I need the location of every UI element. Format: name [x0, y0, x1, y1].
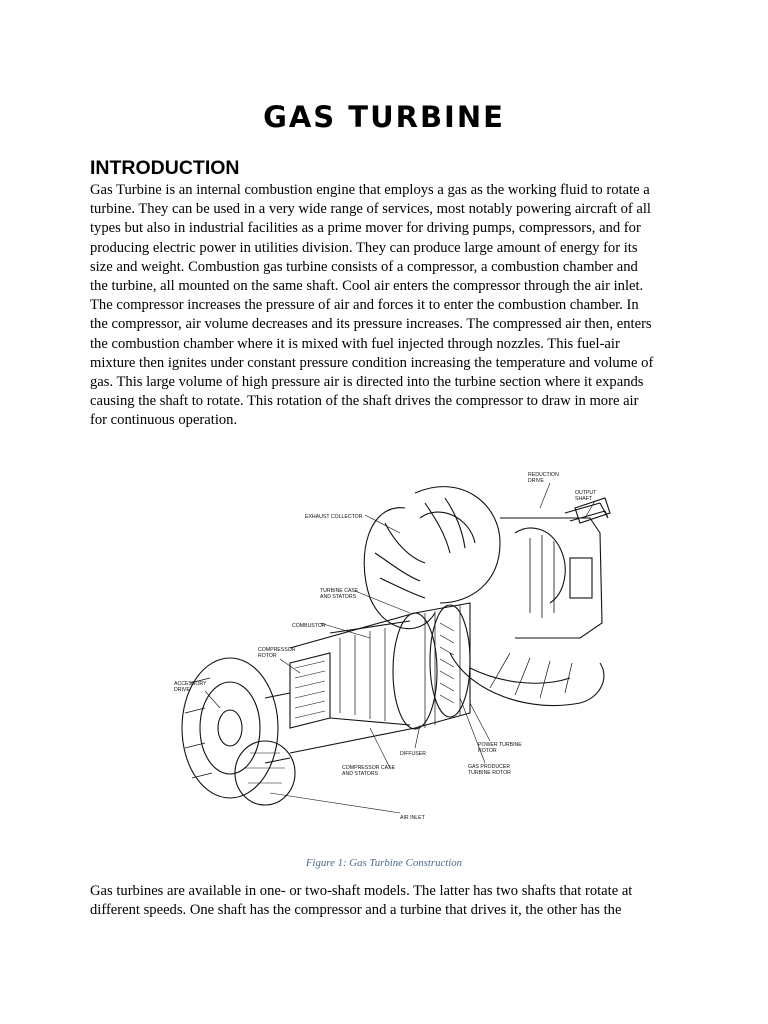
label-compressor-case: AND STATORS	[342, 771, 379, 777]
gas-turbine-illustration	[170, 463, 620, 843]
second-paragraph	[90, 882, 680, 920]
label-output-shaft: SHAFT	[575, 496, 593, 502]
label-combustor: COMBUSTOR	[292, 623, 326, 629]
label-gas-producer-turbine-rotor: TURBINE ROTOR	[468, 770, 511, 776]
label-compressor-rotor: ROTOR	[258, 653, 277, 659]
label-turbine-case: AND STATORS	[320, 594, 357, 600]
label-reduction-drive: REDUCTION	[528, 472, 559, 478]
gas-turbine-figure	[170, 463, 620, 843]
label-diffuser: DIFFUSER	[400, 751, 426, 757]
paragraph-line: the turbine, all mounted on the same shaft. Cool air enters the compressor through the air inlet.	[90, 278, 644, 295]
paragraph-line: causing the shaft to rotate. This rotation of the shaft drives the compressor to draw in more air	[90, 393, 639, 410]
turbine-drawing	[182, 487, 610, 805]
label-output-shaft: OUTPUT	[575, 490, 597, 496]
paragraph-line: producing electric power in utilities division. They can produce large amount of energy for its	[90, 239, 638, 256]
intro-paragraph	[90, 181, 680, 431]
label-accessory-drive: DRIVE	[174, 687, 190, 693]
paragraph-line: size and weight. Combustion gas turbine consists of a compressor, a combustion chamber and	[90, 258, 638, 275]
label-power-turbine-rotor: ROTOR	[478, 748, 497, 754]
paragraph-line: Gas turbines are available in one- or two-shaft models. The latter has two shafts that rotate at	[90, 883, 633, 899]
paragraph-line: the combustion chamber where it is mixed with fuel injected through nozzles. This fuel-air	[90, 335, 620, 352]
paragraph-line: mixture then ignites under constant pressure condition increasing the temperature and volume of	[90, 354, 654, 371]
paragraph-line: gas. This large volume of high pressure air is directed into the turbine section where it expands	[90, 374, 644, 391]
label-compressor-case: COMPRESSOR CASE	[342, 765, 396, 771]
paragraph-line: Gas Turbine is an internal combustion engine that employs a gas as the working fluid to rotate a	[90, 182, 650, 198]
paragraph-line: The compressor increases the pressure of air and forces it to enter the combustion chamber. In	[90, 297, 639, 314]
label-gas-producer-turbine-rotor: GAS PRODUCER	[468, 764, 511, 770]
paragraph-line: the compressor, air volume decreases and its pressure increases. The compressed air then, enters	[90, 316, 652, 333]
page-title: GAS TURBINE	[263, 100, 505, 134]
paragraph-line: turbine. They can be used in a very wide range of services, most notably powering aircraft of all	[90, 201, 651, 218]
section-heading-introduction: INTRODUCTION	[90, 157, 240, 179]
label-compressor-rotor: COMPRESSOR	[258, 647, 296, 653]
label-accessory-drive: ACCESSORY	[174, 681, 207, 687]
paragraph-line: types but also in industrial facilities as a prime mover for driving pumps, compressors, and for	[90, 220, 641, 237]
label-air-inlet: AIR INLET	[400, 815, 425, 821]
label-reduction-drive: DRIVE	[528, 478, 544, 484]
label-exhaust-collector: EXHAUST COLLECTOR	[305, 514, 363, 520]
paragraph-line: different speeds. One shaft has the compressor and a turbine that drives it, the other has the	[90, 902, 622, 919]
paragraph-line: for continuous operation.	[90, 412, 238, 429]
figure-caption: Figure 1: Gas Turbine Construction	[305, 857, 463, 869]
label-power-turbine-rotor: POWER TURBINE	[478, 742, 522, 748]
label-turbine-case: TURBINE CASE	[320, 588, 359, 594]
